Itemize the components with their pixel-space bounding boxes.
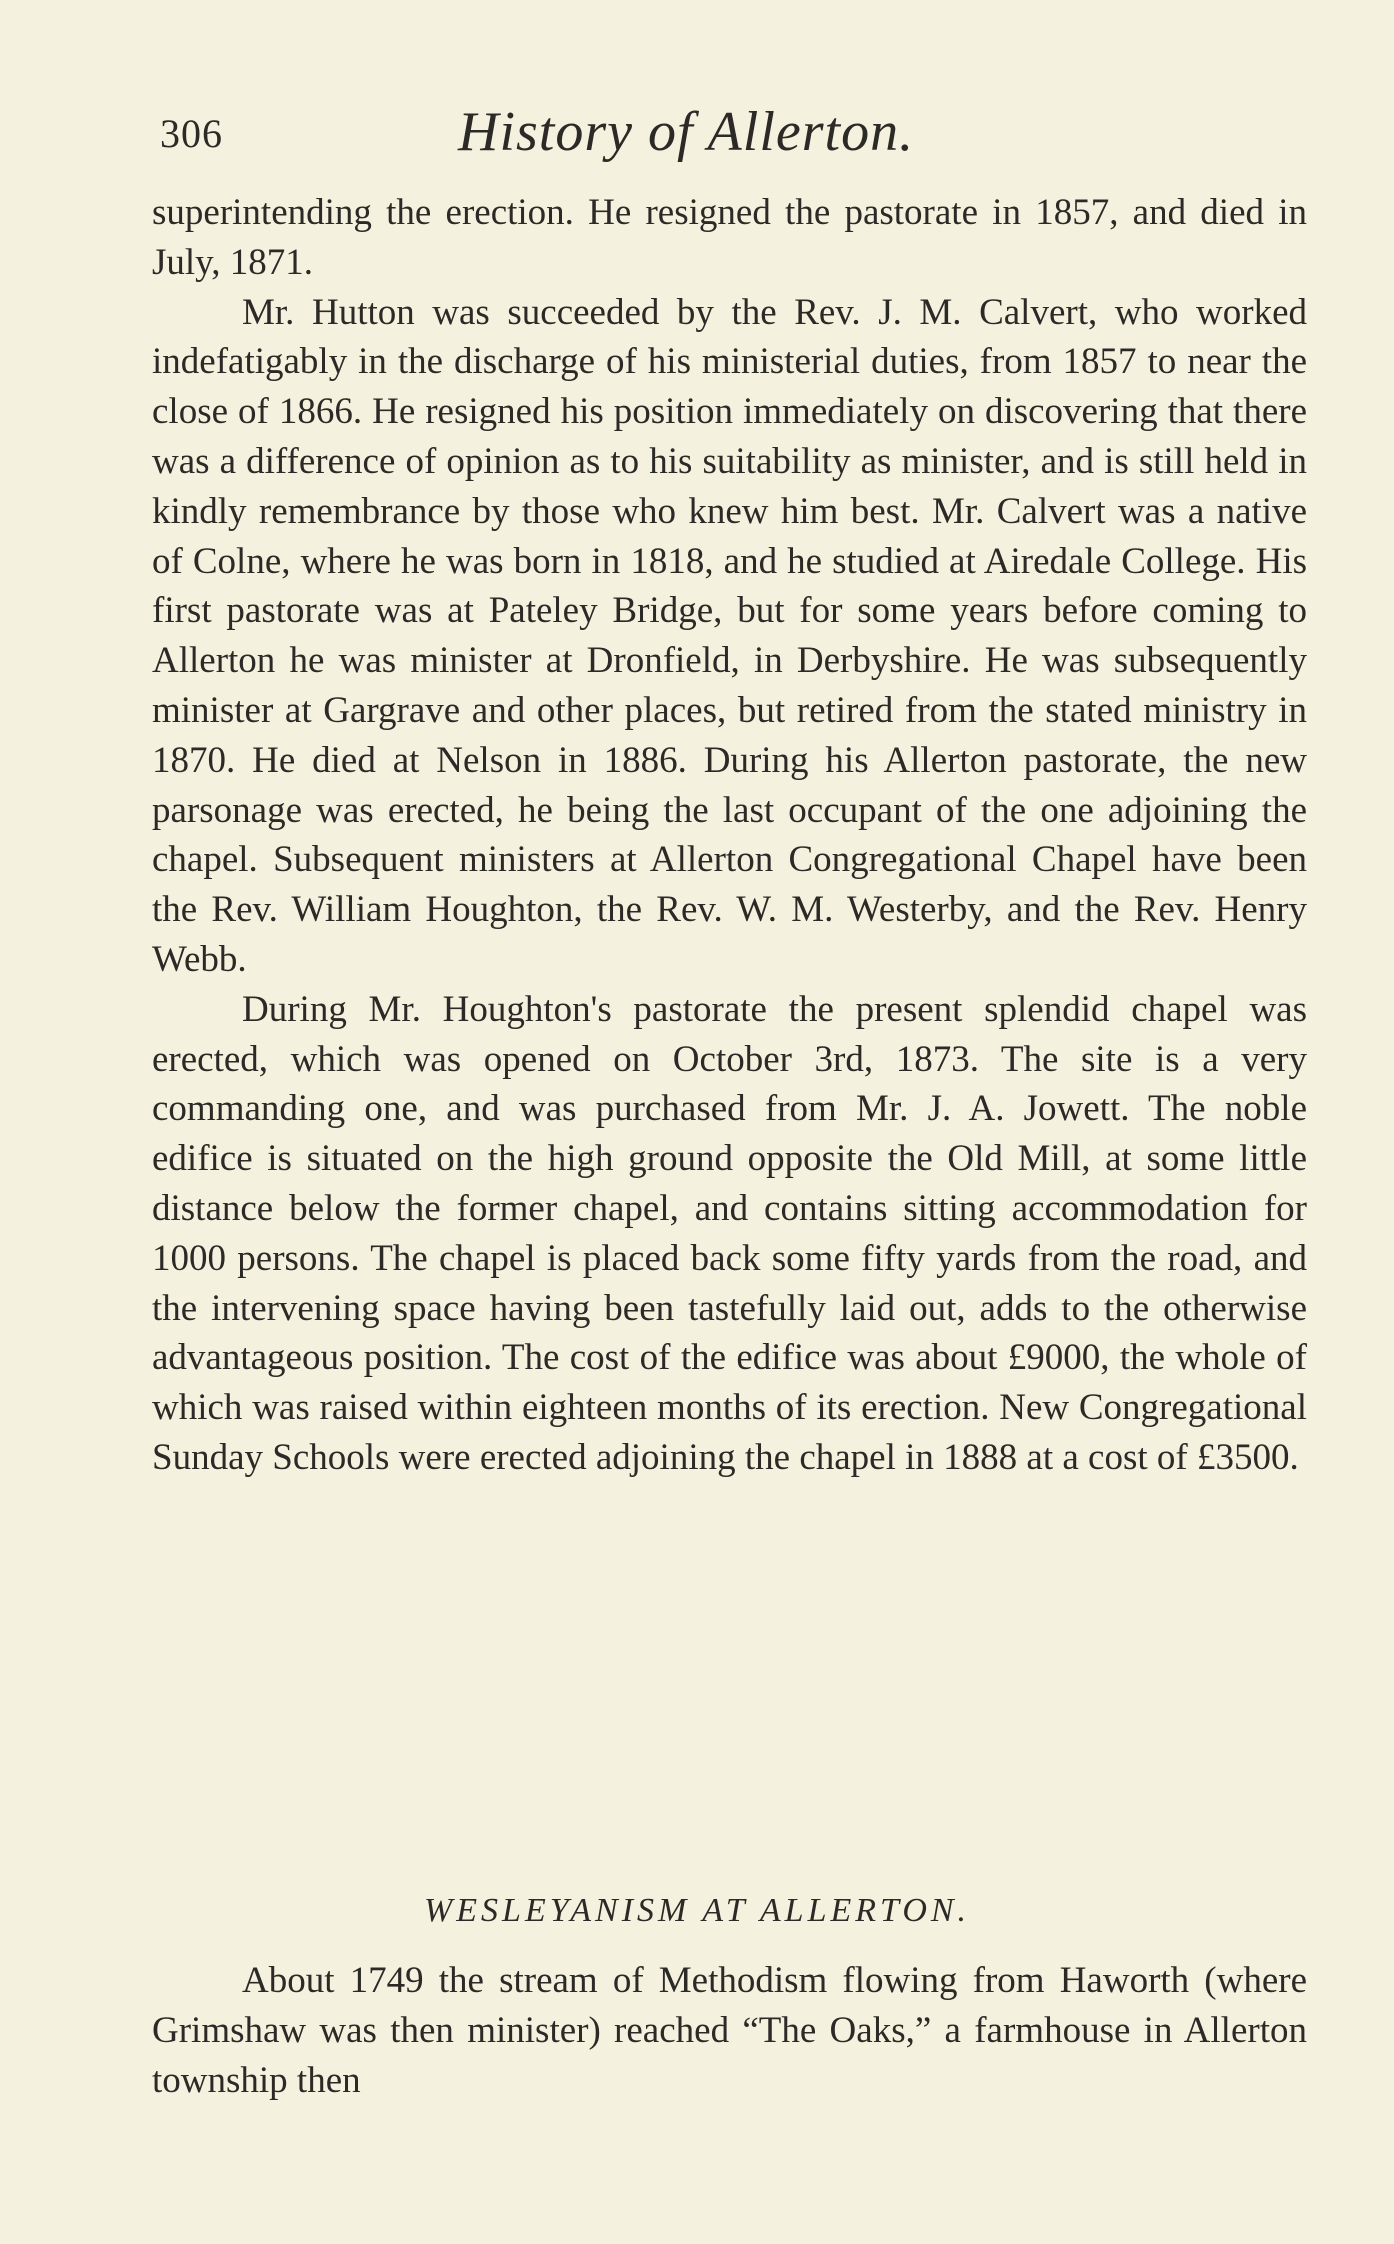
paragraph-houghton: During Mr. Houghton's pastorate the present splendid chapel was erected, which was opened on October 3rd, 1873. The site is a very commanding one, and was purchased from Mr. J. A. Jowett. The noble edifice is situated on the high ground opposite the Old Mill, at some little distance below the former chapel, and contains sitting accommodation for 1000 persons. The chapel is placed back some fifty yards from the road, and the intervening space having been tastefully laid out, adds to the otherwise advantageous position. The cost of the edifice was about £9000, the whole of which was raised within eighteen months of its erection. New Congregational Sunday Schools were erected adjoining the chapel in 1888 at a cost of £3500. [152,988,1307,1478]
paragraph-continued: superintending the erection. He resigned the pastorate in 1857, and died in July, 1871. [152,192,1307,283]
body-text [152,188,1307,1483]
section-heading: WESLEYANISM AT ALLERTON. [423,1892,971,1929]
paragraph-methodism: About 1749 the stream of Methodism flowing from Haworth (where Grimshaw was then minister) reached “The Oaks,” a farmhouse in Allerton township then [152,1960,1307,2101]
page-number: 306 [160,111,223,156]
book-title: History of Allerton. [458,101,915,163]
section-body [152,1956,1307,2105]
running-head [150,100,1310,170]
paragraph-calvert: Mr. Hutton was succeeded by the Rev. J. M. Calvert, who worked indefatigably in the discharge of his ministerial duties, from 1857 to near the close of 1866. He resigned his position immediately on discovering that there was a difference of opinion as to his suitability as minister, and is still held in kindly remembrance by those who knew him best. Mr. Calvert was a native of Colne, where he was born in 1818, and he studied at Airedale College. His first pastorate was at Pateley Bridge, but for some years before coming to Allerton he was minister at Dronfield, in Derbyshire. He was subsequently minister at Gargrave and other places, but retired from the stated ministry in 1870. He died at Nelson in 1886. During his Allerton pastorate, the new parsonage was erected, he being the last occupant of the one adjoining the chapel. Subsequent ministers at Allerton Congregational Chapel have been the Rev. William Houghton, the Rev. W. M. Westerby, and the Rev. Henry Webb. [152,291,1307,980]
